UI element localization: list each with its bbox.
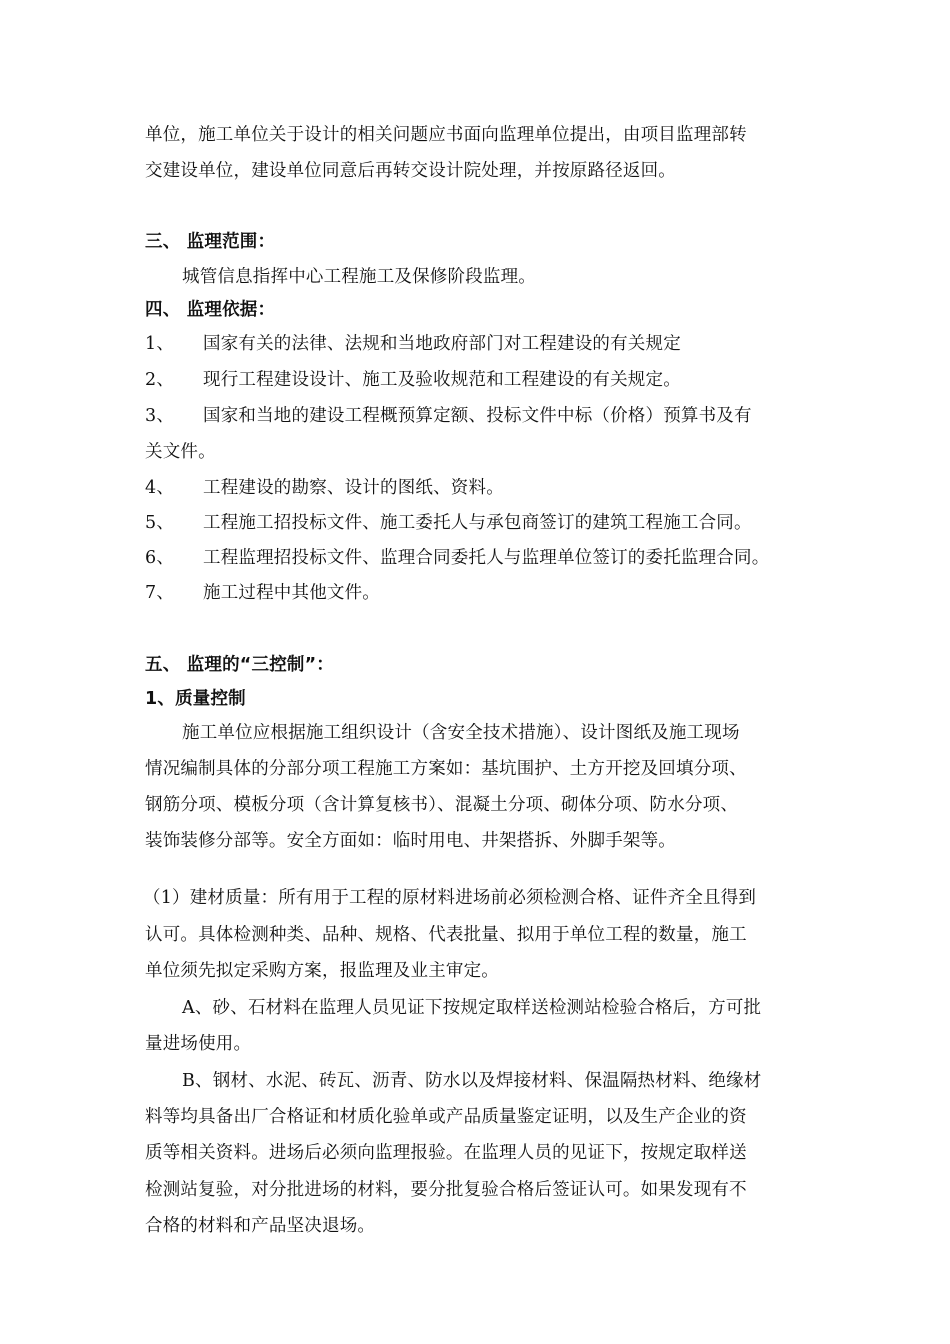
list-item-number: 6、 — [145, 548, 175, 568]
paragraph-line: 单位须先拟定采购方案，报监理及业主审定。 — [145, 961, 499, 981]
paragraph-line: 合格的材料和产品坚决退场。 — [145, 1216, 376, 1236]
paragraph-line: 钢筋分项、模板分项（含计算复核书）、混凝土分项、砌体分项、防水分项、 — [145, 795, 739, 815]
list-item-text: 施工过程中其他文件。 — [203, 583, 380, 603]
list-item-text: 国家和当地的建设工程概预算定额、投标文件中标（价格）预算书及有 — [203, 406, 752, 426]
paragraph-line: （1）建材质量：所有用于工程的原材料进场前必须检测合格、证件齐全且得到 — [143, 888, 757, 908]
list-item-number: 7、 — [145, 583, 175, 603]
list-item — [145, 476, 815, 500]
paragraph-line: 料等均具备出厂合格证和材质化验单或产品质量鉴定证明，以及生产企业的资 — [145, 1107, 747, 1127]
paragraph-line: A、砂、石材料在监理人员见证下按规定取样送检测站检验合格后，方可批 — [182, 998, 762, 1018]
list-item-number: 2、 — [145, 370, 175, 390]
list-item-text: 工程建设的勘察、设计的图纸、资料。 — [203, 478, 504, 498]
list-item-text: 工程施工招投标文件、施工委托人与承包商签订的建筑工程施工合同。 — [203, 513, 752, 533]
paragraph-line: 量进场使用。 — [145, 1034, 252, 1054]
list-item-text: 国家有关的法律、法规和当地政府部门对工程建设的有关规定 — [203, 334, 681, 354]
list-item — [145, 581, 815, 605]
list-item — [145, 368, 815, 392]
intro-line-1: 单位，施工单位关于设计的相关问题应书面向监理单位提出，由项目监理部转 — [145, 125, 747, 145]
paragraph-line: 装饰装修分部等。安全方面如：临时用电、井架搭拆、外脚手架等。 — [145, 831, 676, 851]
list-item-text: 工程监理招投标文件、监理合同委托人与监理单位签订的委托监理合同。 — [203, 548, 770, 568]
subsection-quality-heading: 1、质量控制 — [145, 689, 246, 709]
paragraph-line: 检测站复验，对分批进场的材料，要分批复验合格后签证认可。如果发现有不 — [145, 1180, 747, 1200]
section-3-heading: 三、 监理范围： — [145, 232, 276, 252]
list-item — [145, 546, 815, 570]
intro-line-2: 交建设单位，建设单位同意后再转交设计院处理，并按原路径返回。 — [145, 161, 676, 181]
list-item-number: 4、 — [145, 478, 175, 498]
section-4-heading: 四、 监理依据： — [145, 300, 276, 320]
paragraph-line: 施工单位应根据施工组织设计（含安全技术措施）、设计图纸及施工现场 — [182, 723, 740, 743]
paragraph-line: B、钢材、水泥、砖瓦、沥青、防水以及焊接材料、保温隔热材料、绝缘材 — [182, 1071, 762, 1091]
list-item-number: 1、 — [145, 334, 175, 354]
paragraph-line: 情况编制具体的分部分项工程施工方案如：基坑围护、土方开挖及回填分项、 — [145, 759, 747, 779]
list-item-number: 5、 — [145, 513, 175, 533]
section-5-heading: 五、 监理的“三控制”： — [145, 655, 334, 675]
list-item-continuation: 关文件。 — [145, 442, 216, 462]
paragraph-line: 质等相关资料。进场后必须向监理报验。在监理人员的见证下，按规定取样送 — [145, 1143, 747, 1163]
paragraph-line: 认可。具体检测种类、品种、规格、代表批量、拟用于单位工程的数量，施工 — [145, 925, 747, 945]
list-item-text: 现行工程建设设计、施工及验收规范和工程建设的有关规定。 — [203, 370, 681, 390]
list-item — [145, 332, 815, 356]
section-3-text: 城管信息指挥中心工程施工及保修阶段监理。 — [182, 267, 536, 287]
list-item-number: 3、 — [145, 406, 175, 426]
list-item — [145, 404, 815, 428]
list-item — [145, 511, 815, 535]
